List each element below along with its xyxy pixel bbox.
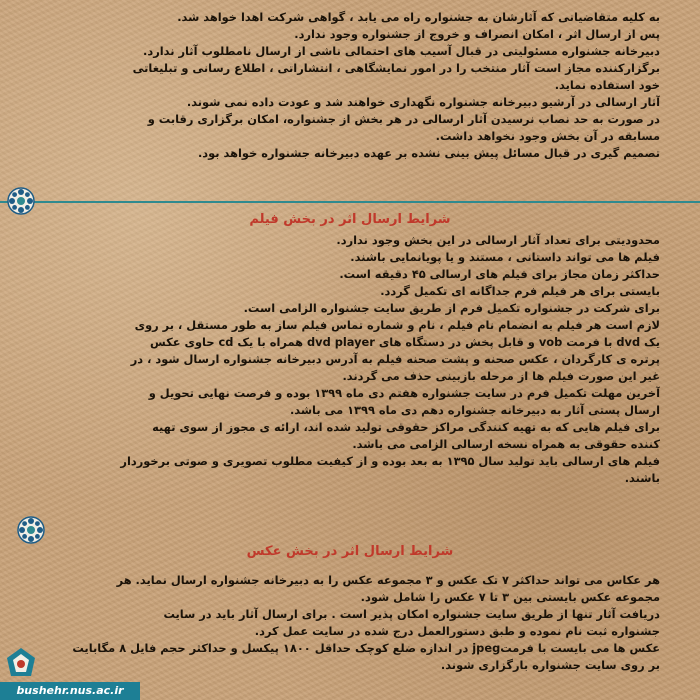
text-line: به کلیه متقاضیانی که آثارشان به جشنواره راه می یابد ، گواهی شرکت اهدا خواهد شد.: [177, 10, 660, 24]
text-line: حداکثر زمان مجاز برای فیلم های ارسالی ۴۵ دقیقه است.: [339, 267, 660, 281]
text-line: عکس ها می بایست با فرمتjpeg در اندازه ضلع کوچک حداقل ۱۸۰۰ پیکسل و حداکثر حجم فایل ۸ مگابایت: [72, 641, 660, 655]
text-line: باشند.: [624, 471, 660, 485]
section-heading-film: شرایط ارسال اثر در بخش فیلم: [249, 212, 451, 227]
text-line: تصمیم گیری در قبال مسائل پیش بینی نشده بر عهده دبیرخانه جشنواره خواهد بود.: [197, 146, 660, 160]
text-line: برگزارکننده مجاز است آثار منتخب را در امور نمایشگاهی ، انتشاراتی ، اطلاع رسانی و تبلیغاتی: [132, 61, 660, 75]
section-film-rules: [60, 232, 660, 487]
text-line: بر روی سایت جشنواره بارگزاری شوند.: [440, 658, 660, 672]
text-line: برای شرکت در جشنواره تکمیل فرم از طریق سایت جشنواره الزامی است.: [243, 301, 660, 315]
text-line: غیر این صورت فیلم ها از مرحله بازبینی حذف می گردند.: [342, 369, 660, 383]
text-line: پرتره ی کارگردان ، عکس صحنه و پشت صحنه فیلم به آدرس دبیرخانه جشنواره ارسال شود ، در: [130, 352, 660, 366]
footer-url[interactable]: bushehr.nus.ac.ir: [0, 682, 140, 700]
text-line: خود استفاده نماید.: [554, 78, 660, 92]
section-divider: [0, 201, 700, 203]
text-line: آثار ارسالی در آرشیو دبیرخانه جشنواره نگهداری خواهند شد و عودت داده نمی شوند.: [186, 95, 660, 109]
text-line: دبیرخانه جشنواره مسئولیتی در قبال آسیب های احتمالی ناشی از ارسال نامطلوب آثار ندارد.: [143, 44, 660, 58]
university-logo-icon: [4, 646, 38, 680]
text-line: فیلم ها می تواند داستانی ، مستند و یا پویانمایی باشند.: [350, 250, 660, 264]
text-line: فیلم های ارسالی باید تولید سال ۱۳۹۵ به بعد بوده و از کیفیت مطلوب تصویری و صوتی برخوردار: [120, 454, 660, 468]
rosette-ornament-icon: [16, 515, 46, 545]
text-line: ارسال پستی آثار به دبیرخانه جشنواره دهم دی ماه ۱۳۹۹ می باشد.: [289, 403, 660, 417]
text-line: در صورت به حد نصاب نرسیدن آثار ارسالی در هر بخش از جشنواره، امکان برگزاری رقابت و: [147, 112, 660, 126]
text-line: کننده حقوقی به همراه نسخه ارسالی الزامی می باشد.: [352, 437, 660, 451]
section-photo-rules: [60, 572, 660, 674]
text-line: محدودیتی برای تعداد آثار ارسالی در این بخش وجود ندارد.: [336, 233, 660, 247]
text-line: آخرین مهلت تکمیل فرم در سایت جشنواره هفتم دی ماه ۱۳۹۹ بوده و فرصت نهایی تحویل و: [148, 386, 660, 400]
text-line: مسابقه در آن بخش وجود نخواهد داشت.: [435, 129, 660, 143]
section-heading-photo: شرایط ارسال اثر در بخش عکس: [246, 544, 454, 559]
text-line: یک dvd با فرمت vob و قابل پخش در دستگاه های dvd player همراه با یک cd حاوی عکس: [150, 335, 660, 349]
text-line: مجموعه عکس بایستی بین ۳ تا ۷ عکس را شامل شود.: [360, 590, 660, 604]
text-line: پس از ارسال اثر ، امکان انصراف و خروج از جشنواره وجود ندارد.: [294, 27, 660, 41]
text-line: دریافت آثار تنها از طریق سایت جشنواره امکان پذیر است . برای ارسال آثار باید در سایت: [163, 607, 660, 621]
text-line: لازم است هر فیلم به انضمام نام فیلم ، نام و شماره تماس فیلم ساز به طور مستقل ، بر روی: [134, 318, 660, 332]
section-general-rules: [60, 9, 660, 162]
text-line: برای فیلم هایی که به تهیه کنندگی مراکز حقوقی تولید شده اند، ارائه ی مجوز از سوی تهیه: [152, 420, 660, 434]
text-line: بایستی برای هر فیلم فرم جداگانه ای تکمیل گردد.: [380, 284, 660, 298]
text-line: هر عکاس می تواند حداکثر ۷ تک عکس و ۳ مجموعه عکس را به دبیرخانه جشنواره ارسال نماید. هر: [116, 573, 660, 587]
text-line: جشنواره ثبت نام نموده و طبق دستورالعمل درج شده در سایت عمل کرد.: [254, 624, 660, 638]
